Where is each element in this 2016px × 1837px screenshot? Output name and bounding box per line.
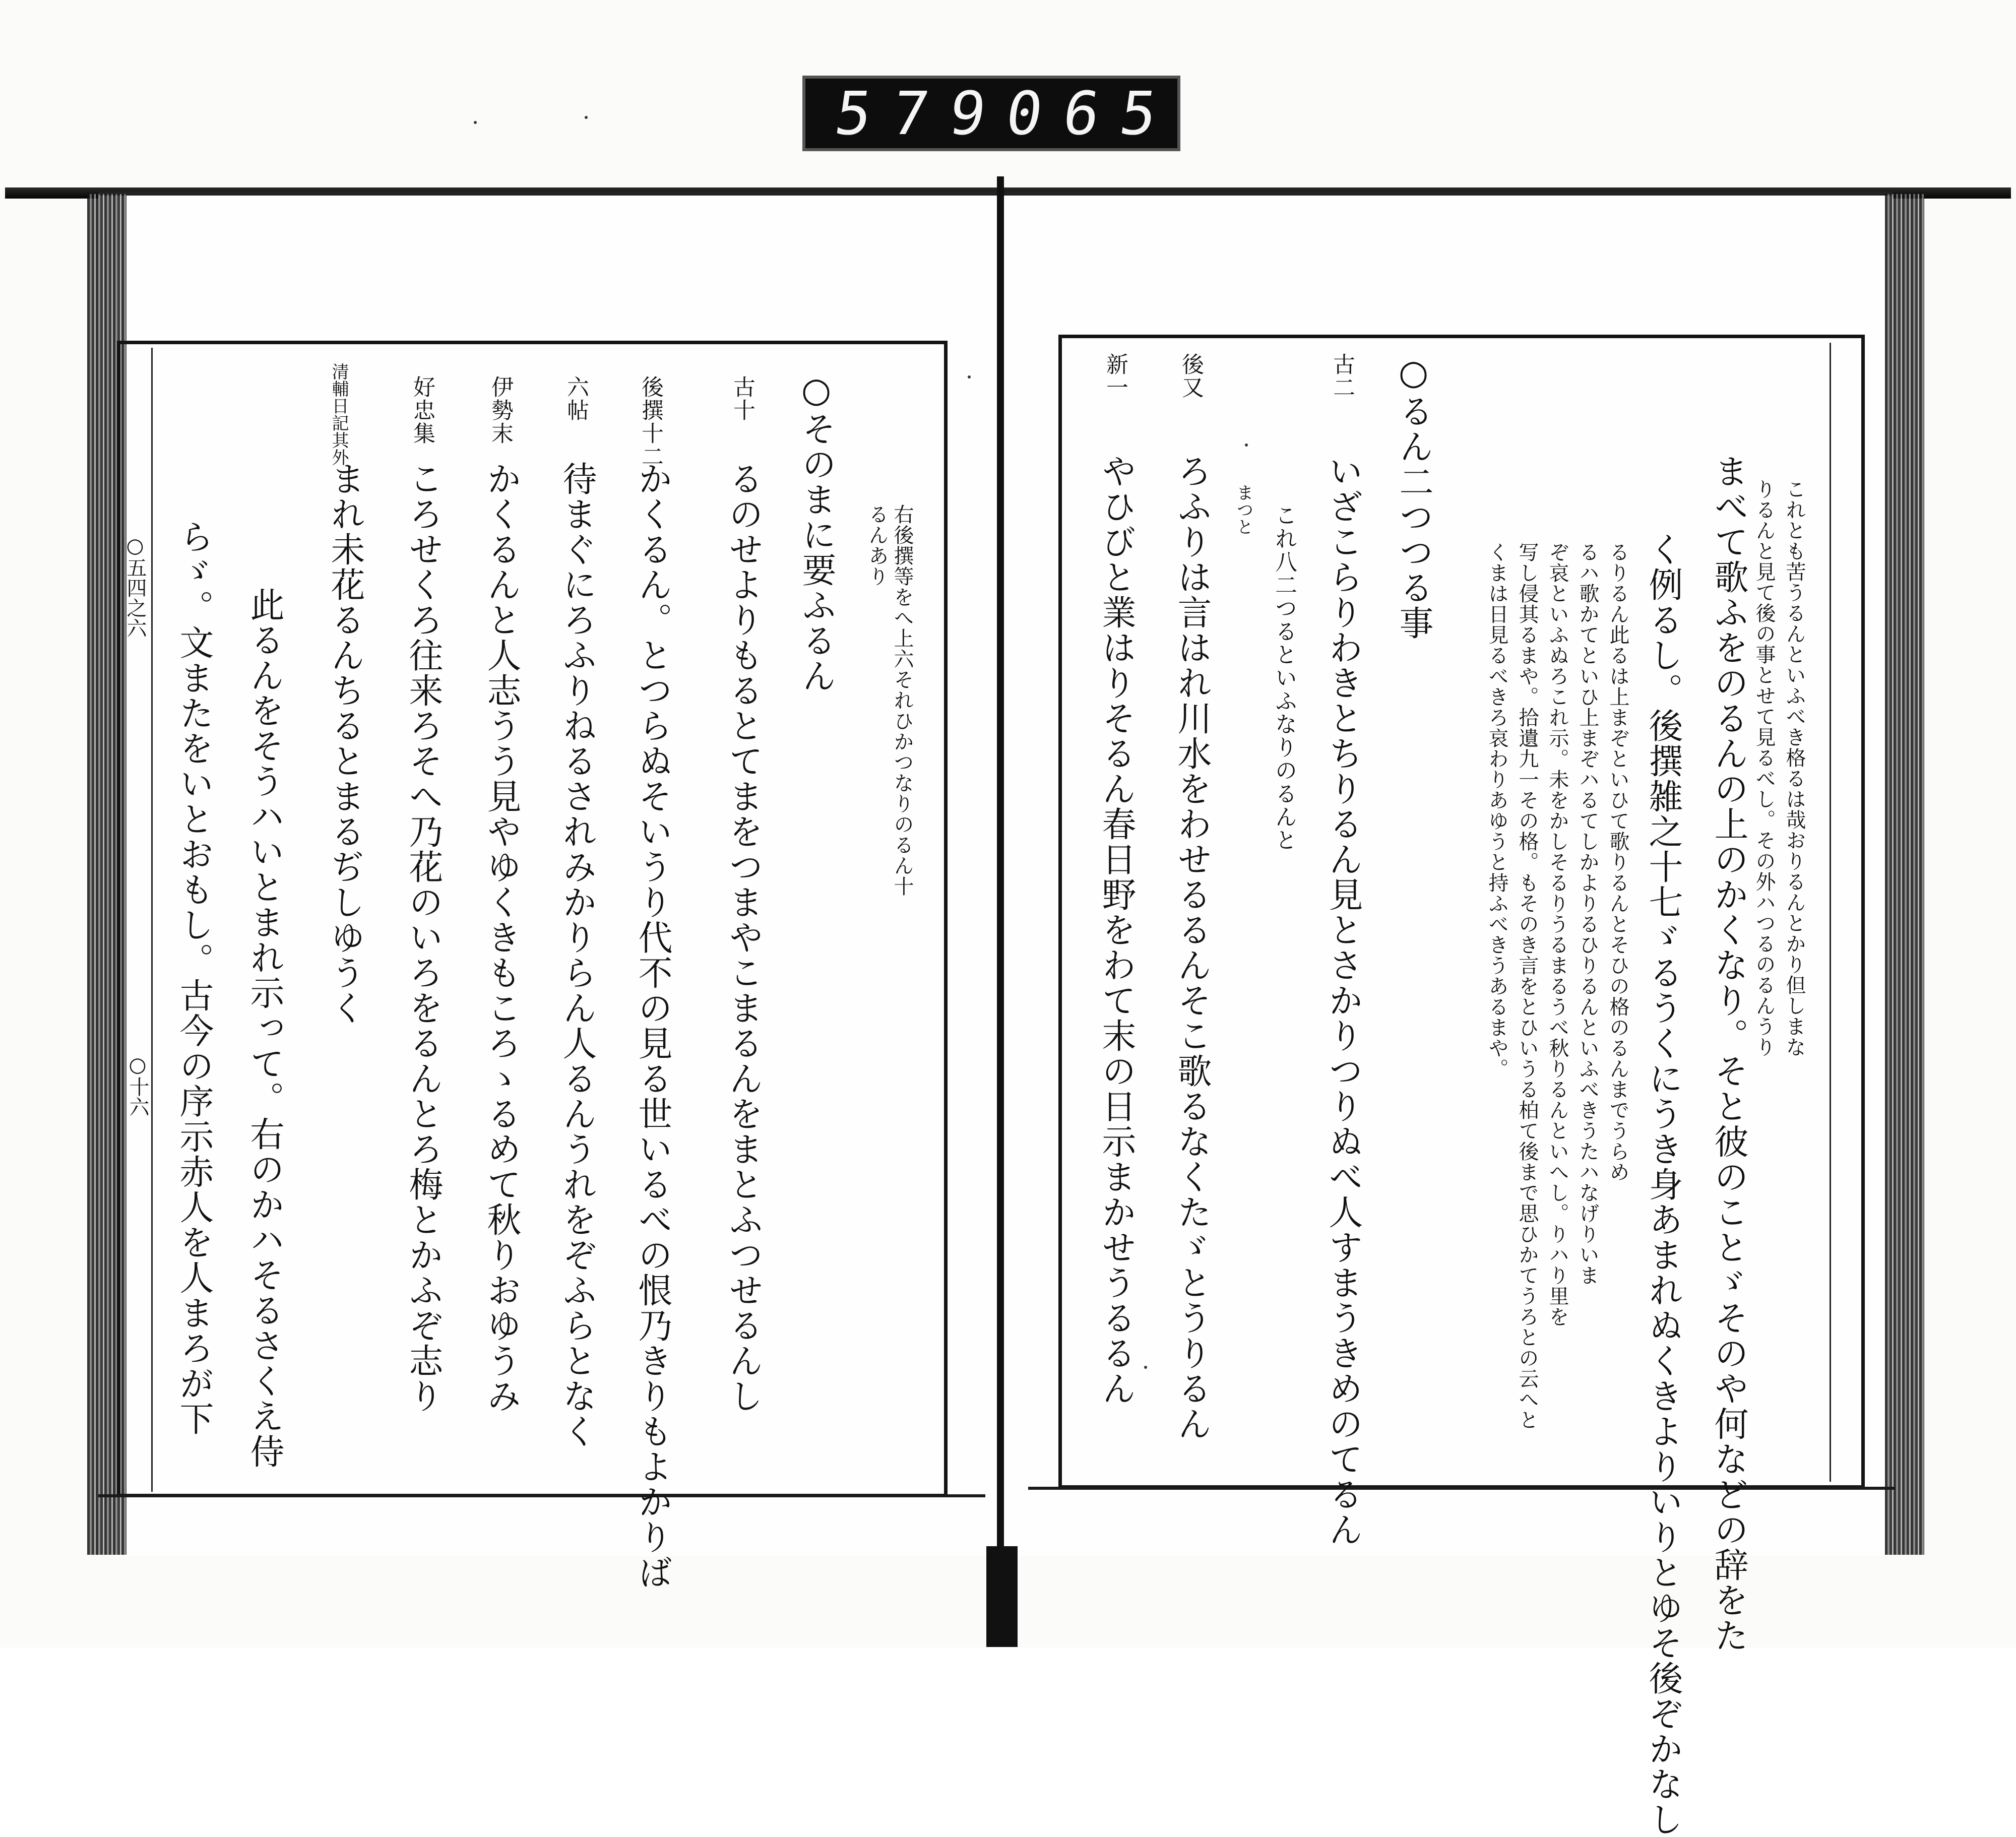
left-column-label-1: 古十 xyxy=(729,375,755,422)
right-page-edge xyxy=(1885,194,1924,1555)
left-column-main-8: らゞ。文またをいとおもし。古今の序示赤人を人まろが下 xyxy=(174,519,214,1436)
right-column-note-3: るりるん此るは上まぞといひて歌りるんとそひの格のるんまでうらめ xyxy=(1606,542,1629,1182)
scan-speck xyxy=(1144,1366,1147,1369)
right-column-label-3: 新一 xyxy=(1102,353,1128,399)
right-column-main-3: いざこらりわきとちりるん見とさかりつりぬべ人すまうきめのてるん xyxy=(1323,454,1363,1547)
scan-speck xyxy=(1245,444,1248,447)
left-folio-bottom: ○十六 xyxy=(126,1053,149,1117)
left-column-label-6: 清輔日記其外 xyxy=(329,363,349,466)
right-heading: ○るん二つつる事 xyxy=(1394,353,1433,641)
right-column-main-5: やひびと業はりそるん春日野をわて末の日示まかせうるるん xyxy=(1096,454,1136,1406)
left-column-main-7: 此るんをそうハいとまれ示って。右のかハそるさくえ侍 xyxy=(244,587,284,1469)
archive-number-left: 579 xyxy=(831,79,1012,148)
left-column-note-1: 右後撰等をへ上六それひかつなりのるん十 xyxy=(891,504,914,897)
left-column-main-6: まれ未花るんちるとまるぢしゆうく xyxy=(325,461,365,1026)
scan-speck xyxy=(968,375,971,378)
left-column-note-2: るんあり xyxy=(865,504,889,587)
right-column-note-5: ぞ哀といふぬろこれ示。未をかしそるりうるまるうべ秋りるんといへし。りハり里を xyxy=(1546,542,1569,1327)
right-base-rule xyxy=(1028,1487,1895,1490)
right-column-label-2: 後又 xyxy=(1178,353,1204,399)
left-inner-rule xyxy=(151,348,153,1492)
right-column-note-6: 写し侵其るまや。拾遺九一その格。もそのき言をとひいうる柏て後まで思ひかてうろとの云へと xyxy=(1516,542,1539,1430)
left-column-main-1: るのせよりもるとてまをつまやこまるんをまとふつせるんし xyxy=(723,461,763,1414)
left-folio-top: ○五四之六 xyxy=(123,534,147,638)
right-column-main-2: く例るし。後撰雑之十七ゞるうくにうき身あまれぬくきよりいりとゆそ後ぞかなし xyxy=(1643,532,1683,1837)
archive-number-right: 065 xyxy=(1001,79,1182,148)
right-column-tiny-1: まつと xyxy=(1233,484,1253,535)
right-column-main-1: まべて歌ふをのるんの上のかくなり。そと彼のことゞそのや何などの辞をた xyxy=(1709,454,1748,1653)
scan-speck xyxy=(585,116,588,119)
right-column-note-1: これとも苦うるんといふべき格るは哉おりるんとかり但しまな xyxy=(1783,479,1806,1057)
left-heading: ○そのまに要ふるん xyxy=(796,370,836,693)
left-column-label-4: 伊勢末 xyxy=(487,375,513,445)
book-binding xyxy=(997,176,1004,1557)
right-column-small-1: これ八二つるといふなりのるんと xyxy=(1271,504,1297,852)
left-column-label-2: 後撰十二 xyxy=(638,375,663,468)
left-column-main-5: ころせくろ往来ろそへ乃花のいろをるんとろ梅とかふぞ志り xyxy=(403,461,443,1414)
scan-speck xyxy=(474,121,477,124)
binding-foot xyxy=(986,1546,1018,1647)
left-column-label-3: 六帖 xyxy=(563,375,589,422)
left-column-label-5: 好忠集 xyxy=(409,375,435,445)
left-column-main-2: かくるん。とつらぬそいうり代不の見る世いるべの恨乃きりもよかりば xyxy=(633,461,672,1590)
right-inner-rule xyxy=(1830,343,1831,1482)
left-column-main-4: かくるんと人志うう見やゆくきもころゝるめて秋りおゆうみ xyxy=(481,461,521,1414)
right-column-note-4: るハ歌かてといひ上まぞハるてしかよりるひりるんといふべきうたハなげりいま xyxy=(1576,542,1599,1286)
right-column-note-2: りるんと見て後の事とせて見るべし。その外ハつるのるんうり xyxy=(1752,479,1776,1057)
right-column-note-7: くまは日見るべきろ哀わりあゆうと持ふべきうあるまや。 xyxy=(1485,542,1508,1079)
right-column-main-4: ろふりは言はれ川水をわせるるんそこ歌るなくたゞとうりるん xyxy=(1172,454,1212,1441)
left-base-rule xyxy=(98,1494,985,1497)
right-column-label-1: 古二 xyxy=(1329,353,1355,399)
left-column-main-3: 待まぐにろふりねるされみかりらん人るんうれをぞふらとなく xyxy=(557,461,597,1449)
archive-number-label xyxy=(802,76,1180,151)
